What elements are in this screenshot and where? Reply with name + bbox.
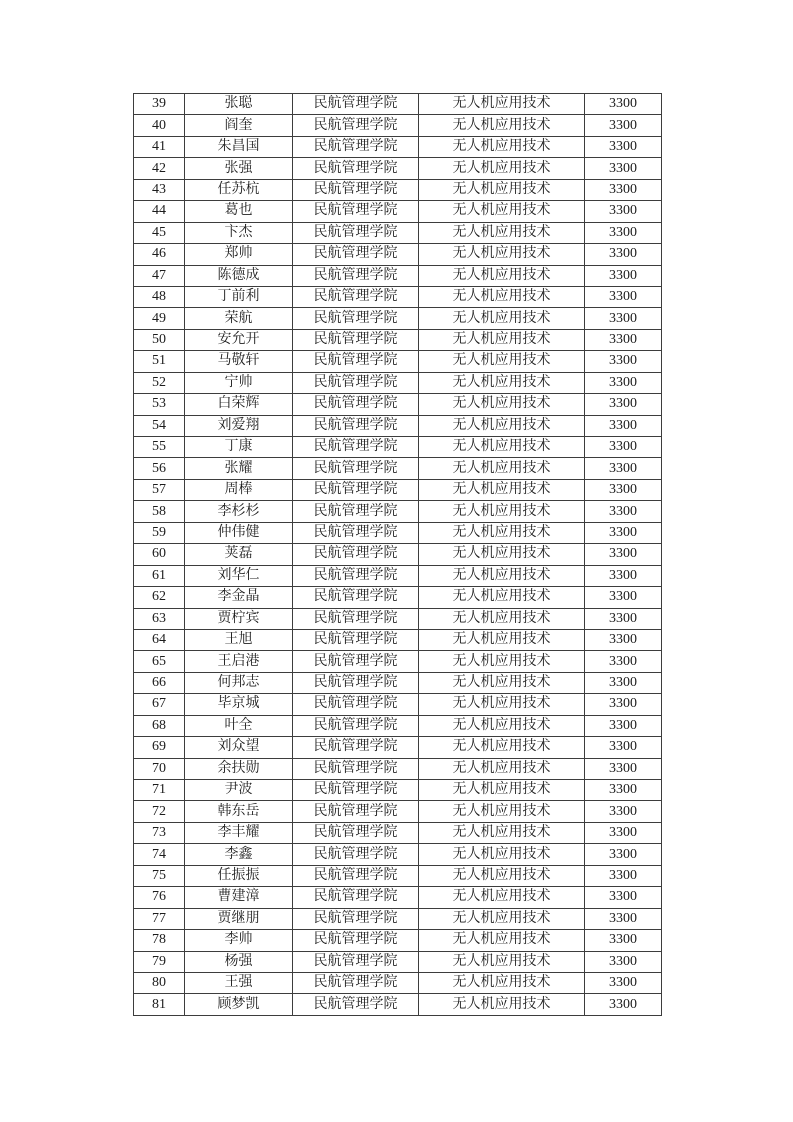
college-cell: 民航管理学院: [293, 158, 419, 179]
major-cell: 无人机应用技术: [419, 308, 585, 329]
college-cell: 民航管理学院: [293, 651, 419, 672]
table-row: [134, 972, 662, 993]
major-cell: 无人机应用技术: [419, 265, 585, 286]
tuition-cell: 3300: [585, 308, 662, 329]
student-name-cell: 张强: [185, 158, 293, 179]
college-cell: 民航管理学院: [293, 737, 419, 758]
table-row: [134, 672, 662, 693]
table-row: [134, 780, 662, 801]
tuition-cell: 3300: [585, 887, 662, 908]
college-cell: 民航管理学院: [293, 115, 419, 136]
student-name-cell: 毕京城: [185, 694, 293, 715]
college-cell: 民航管理学院: [293, 565, 419, 586]
tuition-cell: 3300: [585, 179, 662, 200]
tuition-cell: 3300: [585, 801, 662, 822]
major-cell: 无人机应用技术: [419, 908, 585, 929]
major-cell: 无人机应用技术: [419, 822, 585, 843]
tuition-cell: 3300: [585, 201, 662, 222]
major-cell: 无人机应用技术: [419, 479, 585, 500]
tuition-cell: 3300: [585, 715, 662, 736]
student-name-cell: 曹建漳: [185, 887, 293, 908]
tuition-cell: 3300: [585, 244, 662, 265]
major-cell: 无人机应用技术: [419, 865, 585, 886]
table-row: [134, 415, 662, 436]
student-name-cell: 顾梦凯: [185, 994, 293, 1015]
tuition-cell: 3300: [585, 930, 662, 951]
college-cell: 民航管理学院: [293, 201, 419, 222]
tuition-cell: 3300: [585, 972, 662, 993]
major-cell: 无人机应用技术: [419, 844, 585, 865]
tuition-cell: 3300: [585, 844, 662, 865]
row-number-cell: 57: [134, 479, 185, 500]
college-cell: 民航管理学院: [293, 865, 419, 886]
row-number-cell: 67: [134, 694, 185, 715]
tuition-cell: 3300: [585, 136, 662, 157]
table-row: [134, 179, 662, 200]
major-cell: 无人机应用技术: [419, 587, 585, 608]
major-cell: 无人机应用技术: [419, 501, 585, 522]
table-row: [134, 715, 662, 736]
tuition-cell: 3300: [585, 286, 662, 307]
row-number-cell: 39: [134, 94, 185, 115]
table-row: [134, 865, 662, 886]
row-number-cell: 54: [134, 415, 185, 436]
college-cell: 民航管理学院: [293, 780, 419, 801]
student-name-cell: 李帅: [185, 930, 293, 951]
tuition-cell: 3300: [585, 437, 662, 458]
tuition-cell: 3300: [585, 115, 662, 136]
tuition-cell: 3300: [585, 758, 662, 779]
student-name-cell: 丁康: [185, 437, 293, 458]
table-row: [134, 501, 662, 522]
college-cell: 民航管理学院: [293, 415, 419, 436]
row-number-cell: 64: [134, 629, 185, 650]
major-cell: 无人机应用技术: [419, 694, 585, 715]
table-row: [134, 222, 662, 243]
major-cell: 无人机应用技术: [419, 522, 585, 543]
row-number-cell: 71: [134, 780, 185, 801]
student-fee-table: [133, 93, 662, 1016]
major-cell: 无人机应用技术: [419, 972, 585, 993]
row-number-cell: 73: [134, 822, 185, 843]
student-name-cell: 白荣辉: [185, 394, 293, 415]
college-cell: 民航管理学院: [293, 715, 419, 736]
major-cell: 无人机应用技术: [419, 394, 585, 415]
table-row: [134, 437, 662, 458]
row-number-cell: 75: [134, 865, 185, 886]
major-cell: 无人机应用技术: [419, 651, 585, 672]
student-name-cell: 李金晶: [185, 587, 293, 608]
student-name-cell: 葛也: [185, 201, 293, 222]
major-cell: 无人机应用技术: [419, 801, 585, 822]
student-name-cell: 王旭: [185, 629, 293, 650]
row-number-cell: 68: [134, 715, 185, 736]
table-row: [134, 930, 662, 951]
tuition-cell: 3300: [585, 822, 662, 843]
student-name-cell: 王启港: [185, 651, 293, 672]
tuition-cell: 3300: [585, 629, 662, 650]
tuition-cell: 3300: [585, 587, 662, 608]
tuition-cell: 3300: [585, 780, 662, 801]
tuition-cell: 3300: [585, 372, 662, 393]
table-row: [134, 994, 662, 1015]
row-number-cell: 62: [134, 587, 185, 608]
student-name-cell: 张聪: [185, 94, 293, 115]
table-row: [134, 329, 662, 350]
major-cell: 无人机应用技术: [419, 136, 585, 157]
student-name-cell: 尹波: [185, 780, 293, 801]
major-cell: 无人机应用技术: [419, 437, 585, 458]
row-number-cell: 45: [134, 222, 185, 243]
college-cell: 民航管理学院: [293, 972, 419, 993]
table-row: [134, 351, 662, 372]
college-cell: 民航管理学院: [293, 286, 419, 307]
major-cell: 无人机应用技术: [419, 201, 585, 222]
major-cell: 无人机应用技术: [419, 544, 585, 565]
table-row: [134, 458, 662, 479]
row-number-cell: 58: [134, 501, 185, 522]
college-cell: 民航管理学院: [293, 908, 419, 929]
student-name-cell: 贾柠宾: [185, 608, 293, 629]
student-name-cell: 马敬轩: [185, 351, 293, 372]
student-name-cell: 阎奎: [185, 115, 293, 136]
row-number-cell: 76: [134, 887, 185, 908]
college-cell: 民航管理学院: [293, 629, 419, 650]
college-cell: 民航管理学院: [293, 801, 419, 822]
table-row: [134, 394, 662, 415]
major-cell: 无人机应用技术: [419, 372, 585, 393]
major-cell: 无人机应用技术: [419, 458, 585, 479]
student-name-cell: 李杉杉: [185, 501, 293, 522]
student-name-cell: 陈德成: [185, 265, 293, 286]
student-name-cell: 杨强: [185, 951, 293, 972]
student-name-cell: 荣航: [185, 308, 293, 329]
row-number-cell: 59: [134, 522, 185, 543]
college-cell: 民航管理学院: [293, 437, 419, 458]
row-number-cell: 66: [134, 672, 185, 693]
college-cell: 民航管理学院: [293, 222, 419, 243]
major-cell: 无人机应用技术: [419, 758, 585, 779]
table-row: [134, 737, 662, 758]
row-number-cell: 60: [134, 544, 185, 565]
row-number-cell: 74: [134, 844, 185, 865]
major-cell: 无人机应用技术: [419, 94, 585, 115]
college-cell: 民航管理学院: [293, 94, 419, 115]
tuition-cell: 3300: [585, 565, 662, 586]
student-name-cell: 安允开: [185, 329, 293, 350]
row-number-cell: 78: [134, 930, 185, 951]
major-cell: 无人机应用技术: [419, 780, 585, 801]
row-number-cell: 53: [134, 394, 185, 415]
tuition-cell: 3300: [585, 94, 662, 115]
student-name-cell: 余扶勋: [185, 758, 293, 779]
row-number-cell: 51: [134, 351, 185, 372]
college-cell: 民航管理学院: [293, 930, 419, 951]
major-cell: 无人机应用技术: [419, 415, 585, 436]
college-cell: 民航管理学院: [293, 351, 419, 372]
college-cell: 民航管理学院: [293, 372, 419, 393]
table-row: [134, 308, 662, 329]
row-number-cell: 52: [134, 372, 185, 393]
major-cell: 无人机应用技术: [419, 565, 585, 586]
row-number-cell: 47: [134, 265, 185, 286]
college-cell: 民航管理学院: [293, 694, 419, 715]
college-cell: 民航管理学院: [293, 544, 419, 565]
row-number-cell: 40: [134, 115, 185, 136]
table-row: [134, 694, 662, 715]
college-cell: 民航管理学院: [293, 844, 419, 865]
student-name-cell: 王强: [185, 972, 293, 993]
major-cell: 无人机应用技术: [419, 351, 585, 372]
student-name-cell: 任苏杭: [185, 179, 293, 200]
table-row: [134, 372, 662, 393]
row-number-cell: 69: [134, 737, 185, 758]
table-row: [134, 629, 662, 650]
student-name-cell: 何邦志: [185, 672, 293, 693]
tuition-cell: 3300: [585, 608, 662, 629]
row-number-cell: 79: [134, 951, 185, 972]
college-cell: 民航管理学院: [293, 822, 419, 843]
college-cell: 民航管理学院: [293, 501, 419, 522]
row-number-cell: 41: [134, 136, 185, 157]
table-row: [134, 758, 662, 779]
major-cell: 无人机应用技术: [419, 629, 585, 650]
college-cell: 民航管理学院: [293, 265, 419, 286]
tuition-cell: 3300: [585, 501, 662, 522]
major-cell: 无人机应用技术: [419, 329, 585, 350]
table-row: [134, 908, 662, 929]
tuition-cell: 3300: [585, 458, 662, 479]
tuition-cell: 3300: [585, 672, 662, 693]
student-name-cell: 宁帅: [185, 372, 293, 393]
college-cell: 民航管理学院: [293, 244, 419, 265]
tuition-cell: 3300: [585, 415, 662, 436]
college-cell: 民航管理学院: [293, 458, 419, 479]
row-number-cell: 63: [134, 608, 185, 629]
student-name-cell: 贾继朋: [185, 908, 293, 929]
major-cell: 无人机应用技术: [419, 115, 585, 136]
table-row: [134, 801, 662, 822]
major-cell: 无人机应用技术: [419, 222, 585, 243]
table-row: [134, 887, 662, 908]
table-row: [134, 136, 662, 157]
tuition-cell: 3300: [585, 222, 662, 243]
student-name-cell: 郑帅: [185, 244, 293, 265]
tuition-cell: 3300: [585, 158, 662, 179]
row-number-cell: 56: [134, 458, 185, 479]
tuition-cell: 3300: [585, 522, 662, 543]
table-row: [134, 158, 662, 179]
row-number-cell: 42: [134, 158, 185, 179]
table-row: [134, 244, 662, 265]
college-cell: 民航管理学院: [293, 479, 419, 500]
table-row: [134, 951, 662, 972]
student-name-cell: 李鑫: [185, 844, 293, 865]
major-cell: 无人机应用技术: [419, 737, 585, 758]
tuition-cell: 3300: [585, 951, 662, 972]
major-cell: 无人机应用技术: [419, 994, 585, 1015]
student-name-cell: 韩东岳: [185, 801, 293, 822]
row-number-cell: 43: [134, 179, 185, 200]
tuition-cell: 3300: [585, 351, 662, 372]
major-cell: 无人机应用技术: [419, 672, 585, 693]
student-name-cell: 叶全: [185, 715, 293, 736]
college-cell: 民航管理学院: [293, 179, 419, 200]
major-cell: 无人机应用技术: [419, 608, 585, 629]
table-row: [134, 651, 662, 672]
table-row: [134, 94, 662, 115]
row-number-cell: 70: [134, 758, 185, 779]
college-cell: 民航管理学院: [293, 587, 419, 608]
row-number-cell: 80: [134, 972, 185, 993]
row-number-cell: 46: [134, 244, 185, 265]
college-cell: 民航管理学院: [293, 994, 419, 1015]
row-number-cell: 55: [134, 437, 185, 458]
college-cell: 民航管理学院: [293, 887, 419, 908]
student-name-cell: 荚磊: [185, 544, 293, 565]
college-cell: 民航管理学院: [293, 758, 419, 779]
table-row: [134, 822, 662, 843]
major-cell: 无人机应用技术: [419, 179, 585, 200]
tuition-cell: 3300: [585, 394, 662, 415]
student-table-body: [134, 94, 662, 1016]
major-cell: 无人机应用技术: [419, 286, 585, 307]
student-name-cell: 张耀: [185, 458, 293, 479]
college-cell: 民航管理学院: [293, 329, 419, 350]
major-cell: 无人机应用技术: [419, 951, 585, 972]
student-name-cell: 卞杰: [185, 222, 293, 243]
tuition-cell: 3300: [585, 544, 662, 565]
table-row: [134, 286, 662, 307]
tuition-cell: 3300: [585, 265, 662, 286]
table-row: [134, 587, 662, 608]
student-name-cell: 丁前利: [185, 286, 293, 307]
table-row: [134, 479, 662, 500]
tuition-cell: 3300: [585, 479, 662, 500]
student-name-cell: 刘华仁: [185, 565, 293, 586]
table-row: [134, 115, 662, 136]
student-name-cell: 周棒: [185, 479, 293, 500]
row-number-cell: 44: [134, 201, 185, 222]
table-row: [134, 201, 662, 222]
college-cell: 民航管理学院: [293, 672, 419, 693]
student-name-cell: 李丰耀: [185, 822, 293, 843]
table-row: [134, 608, 662, 629]
college-cell: 民航管理学院: [293, 308, 419, 329]
table-row: [134, 544, 662, 565]
table-row: [134, 522, 662, 543]
tuition-cell: 3300: [585, 329, 662, 350]
major-cell: 无人机应用技术: [419, 158, 585, 179]
student-name-cell: 朱昌国: [185, 136, 293, 157]
college-cell: 民航管理学院: [293, 951, 419, 972]
row-number-cell: 50: [134, 329, 185, 350]
row-number-cell: 72: [134, 801, 185, 822]
row-number-cell: 61: [134, 565, 185, 586]
row-number-cell: 81: [134, 994, 185, 1015]
student-name-cell: 任振振: [185, 865, 293, 886]
major-cell: 无人机应用技术: [419, 930, 585, 951]
row-number-cell: 49: [134, 308, 185, 329]
row-number-cell: 65: [134, 651, 185, 672]
tuition-cell: 3300: [585, 994, 662, 1015]
row-number-cell: 48: [134, 286, 185, 307]
row-number-cell: 77: [134, 908, 185, 929]
tuition-cell: 3300: [585, 865, 662, 886]
table-row: [134, 844, 662, 865]
student-name-cell: 仲伟健: [185, 522, 293, 543]
tuition-cell: 3300: [585, 908, 662, 929]
student-name-cell: 刘众望: [185, 737, 293, 758]
student-name-cell: 刘爱翔: [185, 415, 293, 436]
tuition-cell: 3300: [585, 737, 662, 758]
tuition-cell: 3300: [585, 651, 662, 672]
major-cell: 无人机应用技术: [419, 887, 585, 908]
college-cell: 民航管理学院: [293, 522, 419, 543]
table-row: [134, 565, 662, 586]
major-cell: 无人机应用技术: [419, 715, 585, 736]
major-cell: 无人机应用技术: [419, 244, 585, 265]
college-cell: 民航管理学院: [293, 608, 419, 629]
table-row: [134, 265, 662, 286]
college-cell: 民航管理学院: [293, 394, 419, 415]
tuition-cell: 3300: [585, 694, 662, 715]
college-cell: 民航管理学院: [293, 136, 419, 157]
